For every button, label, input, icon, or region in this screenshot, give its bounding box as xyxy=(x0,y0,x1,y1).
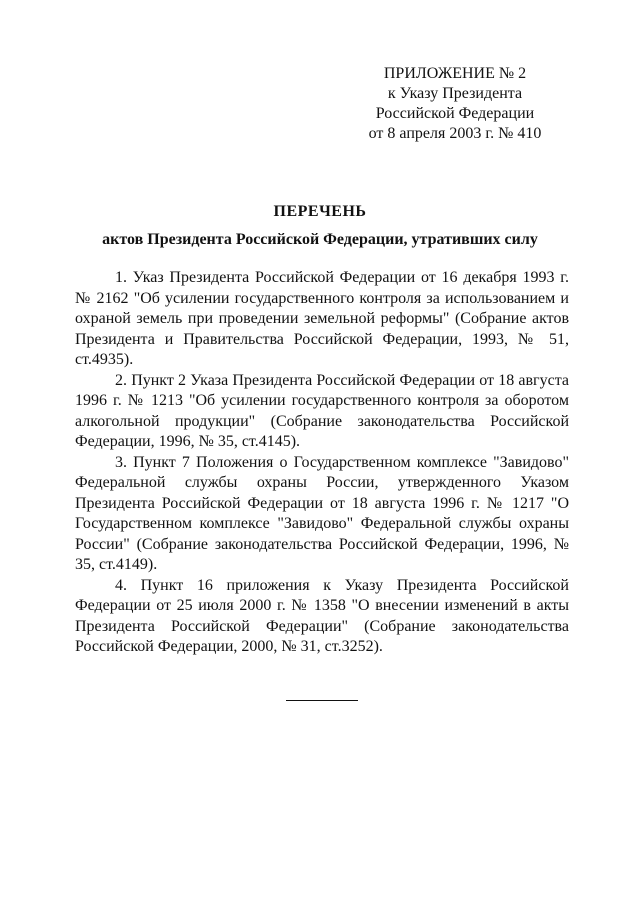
list-item: 3. Пункт 7 Положения о Государственном комплексе "Завидово" Федеральной службы охраны России, утвержденного Указом Президента Российской Федерации от 18 августа 1996 г. № 1217 "О Государственном комплексе "Завидово" Федеральной службы охраны России" (Собрание законодательства Российской Федерации, 1996, № 35, ст.4149). xyxy=(75,453,569,573)
appendix-header xyxy=(340,64,570,144)
end-divider xyxy=(286,700,358,701)
document-subtitle: актов Президента Российской Федерации, утративших силу xyxy=(102,231,538,248)
acts-list xyxy=(75,268,569,658)
list-item: 1. Указ Президента Российской Федерации от 16 декабря 1993 г. № 2162 "Об усилении государственного контроля за использованием и охраной земель при проведении земельной реформы" (Собрание актов Президента и Правительства Российской Федерации, 1993, № 51, ст.4935). xyxy=(75,269,569,368)
document-title: ПЕРЕЧЕНЬ xyxy=(273,203,367,220)
list-item: 2. Пункт 2 Указа Президента Российской Федерации от 18 августа 1996 г. № 1213 "Об усилении государственного контроля за оборотом алкогольной продукции" (Собрание законодательства Российской Федерации, 1996, № 35, ст.4145). xyxy=(75,371,569,450)
appendix-reference: к Указу Президента xyxy=(387,85,523,102)
list-item: 4. Пункт 16 приложения к Указу Президента Российской Федерации от 25 июля 2000 г. № 1358 "О внесении изменений в акты Президента Российской Федерации" (Собрание законодательства Российской Федерации, 2000, № 31, ст.3252). xyxy=(75,576,569,655)
appendix-authority: Российской Федерации xyxy=(375,105,535,122)
appendix-date: от 8 апреля 2003 г. № 410 xyxy=(368,125,542,142)
appendix-number: ПРИЛОЖЕНИЕ № 2 xyxy=(383,65,527,82)
